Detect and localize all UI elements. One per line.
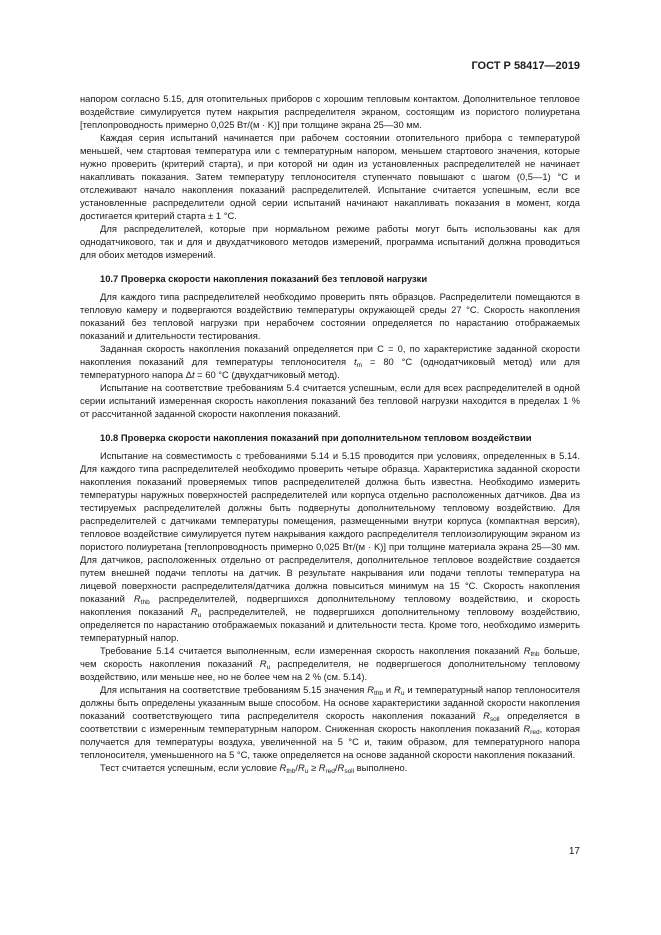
paragraph: Для распределителей, которые при нормальном режиме работы могут быть использованы как для однодатчикового, так и для и двухдатчикового методов измерений, программа испытаний должна проводиться для обоих методов измерений.: [80, 223, 580, 260]
text-run: определяется в соответствии с измеренным температурным напором. Сниженная скорость накопления показаний: [80, 710, 580, 734]
subscript: m: [356, 362, 363, 369]
subscript: soll: [344, 768, 355, 775]
text-run: = 80 °C (однодатчиковый метод) или для температурного напора Δ: [80, 356, 580, 380]
symbol-t: t: [191, 369, 195, 380]
subscript: thb: [286, 768, 296, 775]
text-run: Тест считается успешным, если условие: [100, 762, 280, 773]
text-run: распределителей, не подвергшихся дополнительному тепловому воздействию, определяется по нарастанию отображаемых показаний и длительности теста. Кроме того, необходимо измерить температурный напор.: [80, 606, 580, 643]
text-run: Для испытания на соответствие требованиям 5.15 значения: [100, 684, 368, 695]
subscript: u: [197, 612, 202, 619]
subscript: thb: [374, 690, 384, 697]
text-run: Требование 5.14 считается выполненным, если измеренная скорость накопления показаний: [100, 645, 524, 656]
symbol-r: R: [523, 645, 531, 656]
subscript: thb: [530, 651, 540, 658]
symbol-r: R: [483, 710, 490, 721]
symbol-r: R: [337, 762, 345, 773]
text-run: распределителей, подвергшихся дополнительному тепловому воздействию, и скорость накопления показаний: [80, 593, 580, 617]
subscript: red: [325, 768, 335, 775]
paragraph: [80, 449, 580, 644]
text-run: больше, чем скорость накопления показаний: [80, 645, 580, 669]
symbol-r: R: [133, 593, 141, 604]
symbol-r: R: [318, 762, 326, 773]
subscript: u: [304, 768, 309, 775]
subscript: u: [266, 664, 271, 671]
text-run: = 60 °C (двухдатчиковый метод).: [194, 369, 340, 380]
section-heading-10-8: 10.8 Проверка скорости накопления показаний при дополнительном тепловом воздействии: [100, 432, 532, 443]
text-run: и температурный напор теплоносителя должны быть определены указанным выше способом. На основе характеристики заданной скорости накопления показаний соответствующего типа распределителя скорость накопления показаний: [80, 684, 580, 721]
subscript: thb: [140, 599, 150, 606]
text-run: и: [383, 684, 395, 695]
paragraph: Испытание на соответствие требованиям 5.4 считается успешным, если для всех распределителей в одной серии испытаний измеренная скорость накопления показаний без тепловой нагрузки находится в пределах 1 % от рассчитанной заданной скорости накопления показаний.: [80, 382, 580, 419]
subscript: soll: [489, 716, 500, 723]
text-run: Заданная скорость накопления показаний определяется при C = 0, по характеристике заданной скорости накопления показаний для температуры теплоносителя: [80, 343, 580, 367]
paragraph: [80, 761, 580, 774]
paragraph: [80, 644, 580, 683]
symbol-r: R: [259, 658, 267, 669]
symbol-r: R: [523, 723, 531, 734]
text-run: , которая получается для температуры воздуха, увеличенной на 5 °C и, таким образом, для температурного напора теплоносителя, уменьшенного на 5 °C, также определяется на основе заданной скорости накопления показаний.: [80, 723, 580, 760]
paragraph: Для каждого типа распределителей необходимо проверить пять образцов. Распределители помещаются в тепловую камеру и подвергаются воздействию температуры окружающей среды 27 °C. Скорость накопления показаний без тепловой нагрузки при нерабочем состоянии определяется по нарастанию отображаемых показаний и длительности тестирования.: [80, 291, 580, 341]
symbol-t: t: [354, 356, 357, 367]
subscript: u: [400, 690, 405, 697]
operator: ≥: [308, 762, 319, 773]
text-run: Испытание на совместимость с требованиями 5.14 и 5.15 проводится при условиях, определенных в 5.14. Для каждого типа распределителей необходимо проверить четыре образца. Характеристика заданной скорости накопления показаний проверяемых типов распределителей должна быть известна. Необходимо измерить температуры наружных поверхностей распределителей или корпуса отдельно расположенных датчиков. Два из тестируемых распределителей должны быть подвернуты дополнительному тепловому воздействию. Для распределителей с датчиками температуры помещения, размещенными внутри корпуса (компактная версия), тепловое воздействие симулируется путем накрывания каждого распределителя теплоизолирующим экраном из пористого полиуретана [теплопроводность примерно 0,025 Вт/(м · K)] при толщине материала экрана 25—30 мм. Для датчиков, расположенных отдельно от распределителя, дополнительное тепловое воздействие создается путем внешней подачи теплоты на датчик. В результате накрывания или подачи теплоты температура на лицевой поверхности распределителя/датчика должна повыситься минимум на 15 °C. Скорость накопления показаний: [80, 450, 580, 604]
text-run: распределителя, не подвергшегося дополнительному тепловому воздействию, или меньше нее, но не более чем на 2 % (см. 5.14).: [80, 658, 580, 682]
text-run: выполнено.: [354, 762, 408, 773]
symbol-r: R: [367, 684, 375, 695]
subscript: red: [530, 729, 540, 736]
document-standard-header: ГОСТ Р 58417—2019: [471, 60, 580, 72]
paragraph: [80, 342, 580, 381]
symbol-r: R: [190, 606, 198, 617]
paragraph: [80, 683, 580, 761]
section-heading-10-7: 10.7 Проверка скорости накопления показаний без тепловой нагрузки: [100, 273, 428, 284]
paragraph: напором согласно 5.15, для отопительных приборов с хорошим тепловым контактом. Дополнительное тепловое воздействие симулируется путем накрытия распределителя экраном, состоящим из пористого полиуретана [теплопроводность примерно 0,025 Вт/(м · K)] при толщине экрана 25—30 мм.: [80, 93, 580, 130]
operator: /: [295, 762, 298, 773]
paragraph: Каждая серия испытаний начинается при рабочем состоянии отопительного прибора с температурой меньшей, чем стартовая температура или с температурным напором, меньшем стартового значения, которые нужно проверить (критерий старта), и при которой ни один из установленных распределителей не начинает накапливать показания. Затем температуру теплоносителя ступенчато повышают с шагом (0,5—1) °C и отслеживают начало накопления показаний распределителей. Испытание считается успешным, если все установленные распределители одной серии испытаний начинают накапливать показания в момент, когда достигается критерий старта ± 1 °C.: [80, 132, 580, 221]
symbol-r: R: [394, 684, 401, 695]
operator: /: [334, 762, 338, 773]
symbol-r: R: [297, 762, 305, 773]
document-body: [80, 92, 580, 774]
symbol-r: R: [279, 762, 287, 773]
page-number: 17: [568, 846, 580, 857]
